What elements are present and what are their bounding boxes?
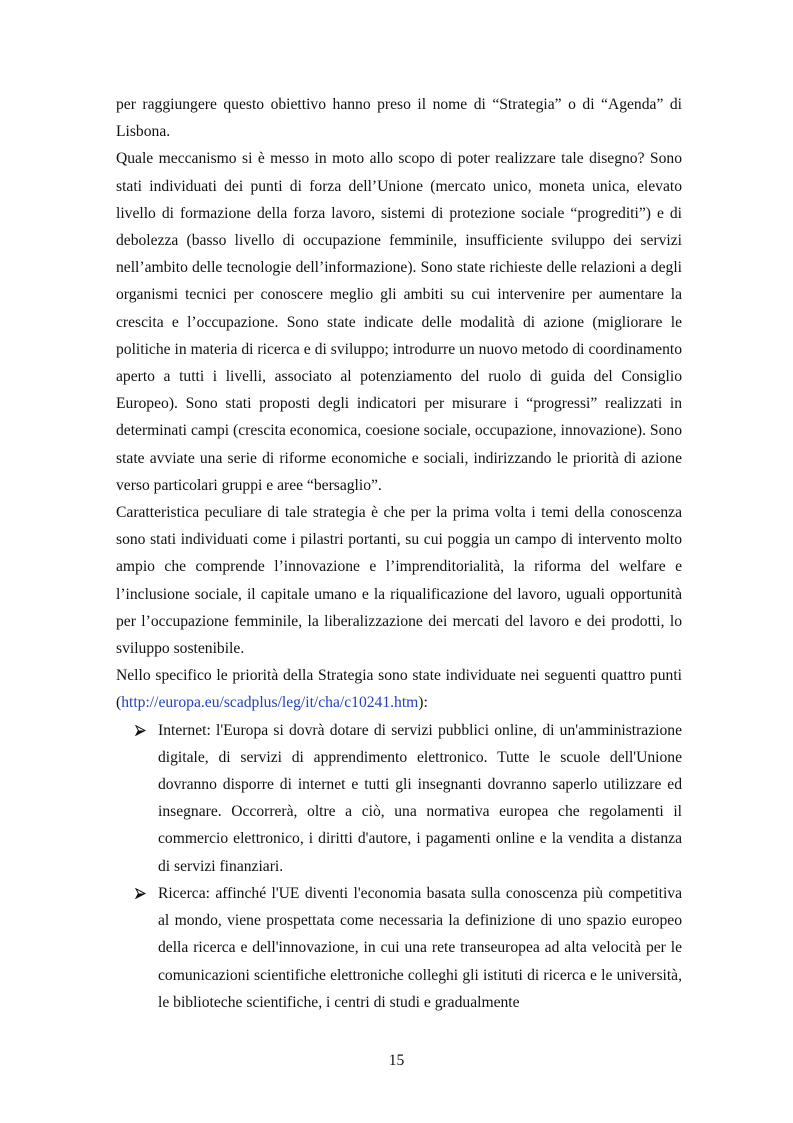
priorities-intro-text: Nello specifico le priorità della Strategia sono state individuate nei seguenti quattro punti ( <box>116 667 682 712</box>
paragraph-1: per raggiungere questo obiettivo hanno preso il nome di “Strategia” o di “Agenda” di Lisbona. <box>116 96 682 141</box>
priorities-list <box>116 717 682 1016</box>
list-item-ricerca <box>116 880 682 1016</box>
list-item-text: Ricerca: affinché l'UE diventi l'economia basata sulla conoscenza più competitiva al mondo, viene prospettata come necessaria la definizione di uno spazio europeo della ricerca e dell'innovazione, in cui una rete transeuropea ad alta velocità per le comunicazioni scientifiche elettroniche colleghi gli istituti di ricerca e le università, le biblioteche scientifiche, i centri di studi e gradualmente <box>158 884 682 1011</box>
list-item-text: Internet: l'Europa si dovrà dotare di servizi pubblici online, di un'amministrazione digitale, di servizi di apprendimento elettronico. Tutte le scuole dell'Unione dovranno disporre di internet e tutti gli insegnanti dovranno saperlo utilizzare ed insegnare. Occorrerà, oltre a ciò, una normativa europea che regolamenti il commercio elettronico, i diritti d'autore, i pagamenti online e la vendita a distanza di servizi finanziari. <box>158 721 682 875</box>
paragraph-3: Caratteristica peculiare di tale strategia è che per la prima volta i temi della conoscenza sono stati individuati come i pilastri portanti, su cui poggia un campo di intervento molto ampio che comprende l’innovazione e l’imprenditorialità, la riforma del welfare e l’inclusione sociale, il capitale umano e la riqualificazione del lavoro, uguali opportunità per l’occupazione femminile, la liberalizzazione dei mercati del lavoro e dei prodotti, lo sviluppo sostenibile. <box>116 504 682 658</box>
page-number: 15 <box>388 1052 405 1069</box>
arrowhead-bullet-icon <box>135 880 149 907</box>
document-page <box>116 91 682 1016</box>
paragraph-2: Quale meccanismo si è messo in moto allo scopo di poter realizzare tale disegno? Sono stati individuati dei punti di forza dell’Unione (mercato unico, moneta unica, elevato livello di formazione della forza lavoro, sistemi di protezione sociale “progrediti”) e di debolezza (basso livello di occupazione femminile, insufficiente sviluppo dei servizi nell’ambito delle tecnologie dell’informazione). Sono state richieste delle relazioni a degli organismi tecnici per conoscere meglio gli ambiti su cui intervenire per aumentare la crescita e l’occupazione. Sono state indicate delle modalità di azione (migliorare le politiche in materia di ricerca e di sviluppo; introdurre un nuovo metodo di coordinamento aperto a tutti i livelli, associato al potenziamento del ruolo di guida del Consiglio Europeo). Sono stati proposti degli indicatori per misurare i “progressi” realizzati in determinati campi (crescita economica, coesione sociale, occupazione, innovazione). Sono state avviate una serie di riforme economiche e sociali, indirizzando le priorità di azione verso particolari gruppi e aree “bersaglio”. <box>116 150 682 494</box>
priorities-intro <box>116 662 682 716</box>
list-item-internet <box>116 717 682 880</box>
priorities-intro-end: ): <box>418 694 428 712</box>
europa-source-link[interactable]: http://europa.eu/scadplus/leg/it/cha/c10241.htm <box>121 694 419 712</box>
arrowhead-bullet-icon <box>135 717 149 744</box>
